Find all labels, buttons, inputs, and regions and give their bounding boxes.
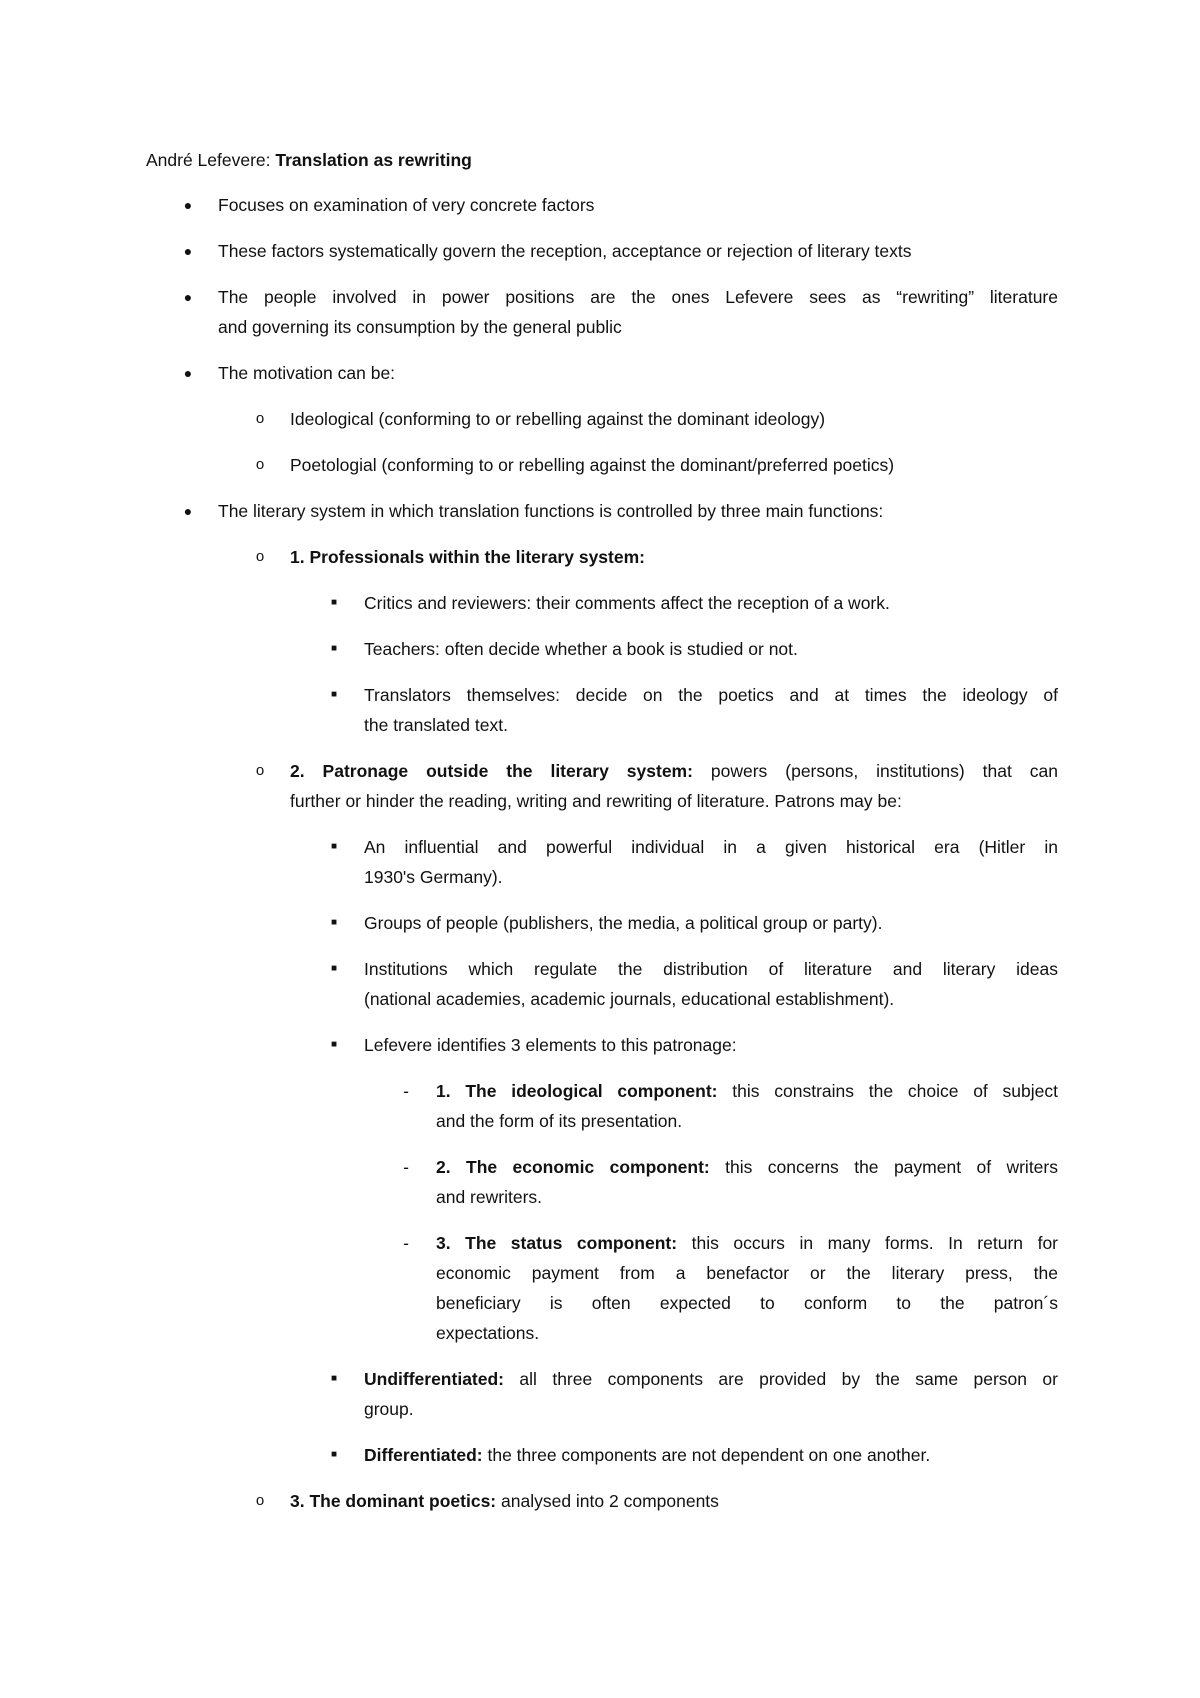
component-heading: 1. The ideological component: <box>436 1081 718 1101</box>
bullet-marker: ● <box>183 503 193 519</box>
square-marker: ■ <box>330 1039 338 1050</box>
section-heading <box>290 542 645 572</box>
dash-marker: - <box>403 1081 409 1101</box>
list-item: Institutions which regulate the distribution of literature and literary ideas <box>364 959 1058 979</box>
list-item-continuation: group. <box>364 1399 414 1419</box>
list-item-continuation: expectations. <box>436 1323 540 1343</box>
square-marker: ■ <box>330 917 338 928</box>
list-item <box>364 1440 930 1470</box>
list-item-continuation: (national academies, academic journals, educational establishment). <box>364 989 895 1009</box>
list-item: Translators themselves: decide on the poetics and at times the ideology of <box>364 685 1058 705</box>
list-item-continuation: and rewriters. <box>436 1187 543 1207</box>
list-item <box>436 1076 1058 1106</box>
list-item-continuation: the translated text. <box>364 715 508 735</box>
component-text: this concerns the payment of writers <box>709 1157 1058 1177</box>
bullet-marker: ● <box>183 197 193 213</box>
section-heading <box>290 1486 719 1516</box>
list-item <box>364 1364 1058 1394</box>
dash-marker: - <box>403 1157 409 1177</box>
circle-marker: o <box>255 548 265 565</box>
list-item: Teachers: often decide whether a book is studied or not. <box>364 639 798 659</box>
list-item-continuation: 1930's Germany). <box>364 867 503 887</box>
circle-marker: o <box>255 410 265 427</box>
list-item: Ideological (conforming to or rebelling against the dominant ideology) <box>290 409 826 429</box>
square-marker: ■ <box>330 643 338 654</box>
circle-marker: o <box>255 762 265 779</box>
list-item: Critics and reviewers: their comments affect the reception of a work. <box>364 593 890 613</box>
term-heading: Differentiated: <box>364 1445 483 1465</box>
list-item: Poetologial (conforming to or rebelling against the dominant/preferred poetics) <box>290 455 895 475</box>
list-item-continuation: beneficiary is often expected to conform to the patron´s <box>436 1293 1058 1313</box>
list-item: Lefevere identifies 3 elements to this patronage: <box>364 1035 737 1055</box>
component-heading: 3. The status component: <box>436 1233 678 1253</box>
square-marker: ■ <box>330 597 338 608</box>
bullet-marker: ● <box>183 289 193 305</box>
dash-marker: - <box>403 1233 409 1253</box>
list-item: Groups of people (publishers, the media, a political group or party). <box>364 913 883 933</box>
list-item-continuation: economic payment from a benefactor or the literary press, the <box>436 1263 1058 1283</box>
list-item: Focuses on examination of very concrete factors <box>218 195 595 215</box>
term-text: all three components are provided by the same person or <box>504 1369 1058 1389</box>
title-author: André Lefevere: <box>146 150 276 170</box>
heading-description: powers (persons, institutions) that can <box>692 761 1058 781</box>
list-item: These factors systematically govern the reception, acceptance or rejection of literary texts <box>218 241 912 261</box>
heading-text: 2. Patronage outside the literary system: <box>290 761 693 781</box>
circle-marker: o <box>255 456 265 473</box>
list-item-continuation: and the form of its presentation. <box>436 1111 683 1131</box>
bullet-marker: ● <box>183 365 193 381</box>
list-item-continuation: and governing its consumption by the general public <box>218 317 622 337</box>
square-marker: ■ <box>330 841 338 852</box>
heading-description: analysed into 2 components <box>496 1491 719 1511</box>
component-text: this constrains the choice of subject <box>717 1081 1058 1101</box>
square-marker: ■ <box>330 963 338 974</box>
bullet-marker: ● <box>183 243 193 259</box>
square-marker: ■ <box>330 1373 338 1384</box>
list-item: The motivation can be: <box>218 363 396 383</box>
list-item <box>436 1228 1058 1258</box>
heading-text: 3. The dominant poetics: <box>290 1491 497 1511</box>
component-heading: 2. The economic component: <box>436 1157 710 1177</box>
title-work: Translation as rewriting <box>275 150 472 170</box>
term-heading: Undifferentiated: <box>364 1369 504 1389</box>
list-item <box>436 1152 1058 1182</box>
list-item: The literary system in which translation functions is controlled by three main functions: <box>218 501 884 521</box>
circle-marker: o <box>255 1492 265 1509</box>
term-text: the three components are not dependent on one another. <box>482 1445 931 1465</box>
square-marker: ■ <box>330 689 338 700</box>
list-item: An influential and powerful individual in a given historical era (Hitler in <box>364 837 1058 857</box>
square-marker: ■ <box>330 1449 338 1460</box>
heading-text: 1. Professionals within the literary system: <box>290 547 645 567</box>
component-text: this occurs in many forms. In return for <box>677 1233 1058 1253</box>
list-item: The people involved in power positions are the ones Lefevere sees as “rewriting” literature <box>218 287 1058 307</box>
list-item-continuation: further or hinder the reading, writing and rewriting of literature. Patrons may be: <box>290 791 902 811</box>
section-heading <box>290 756 1058 786</box>
document-title <box>146 145 472 175</box>
